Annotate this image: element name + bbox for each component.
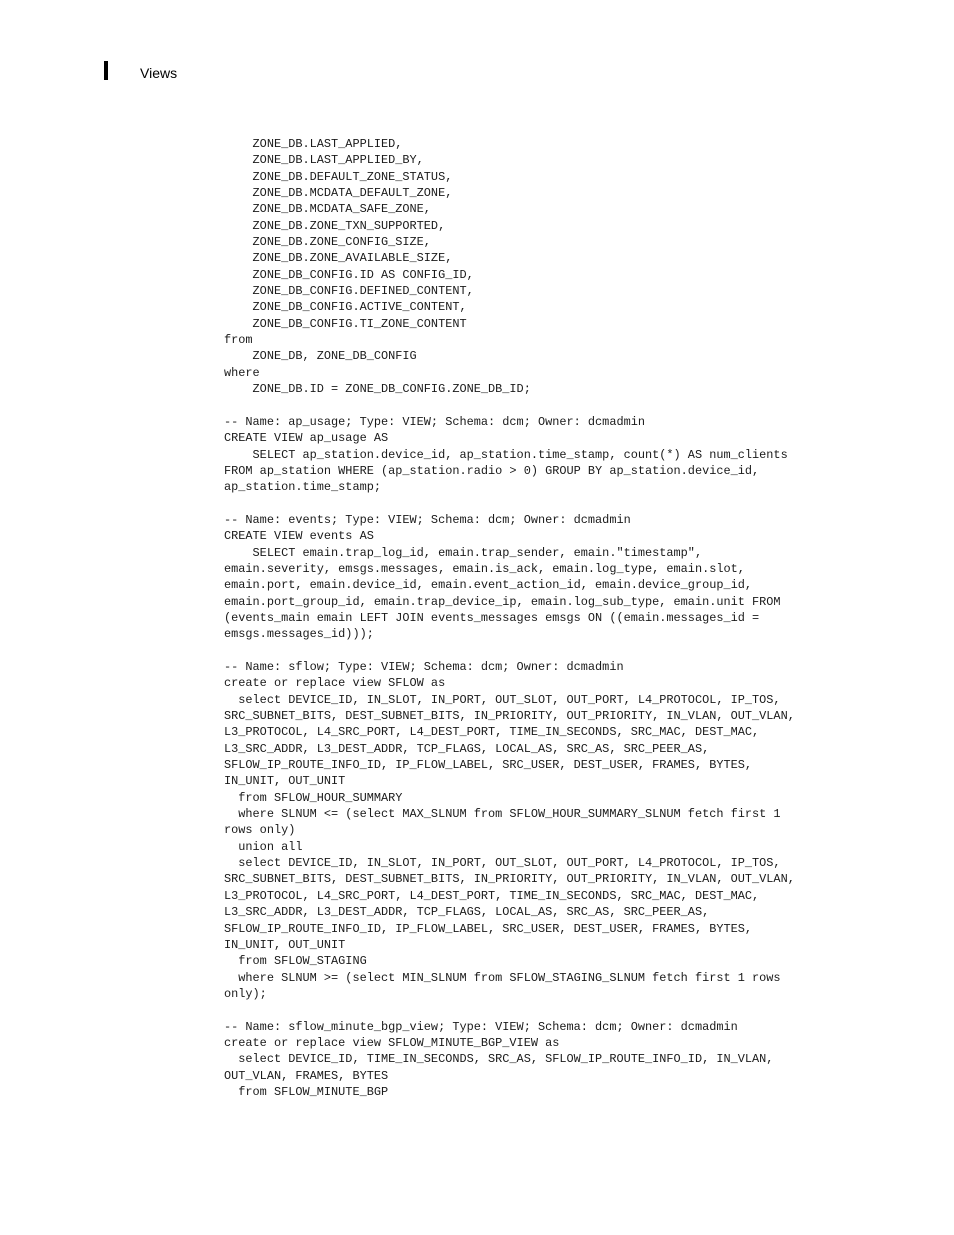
code-line: SELECT ap_station.device_id, ap_station.time_stamp, count(*) AS num_clients [224, 447, 788, 462]
code-line: create or replace view SFLOW_MINUTE_BGP_VIEW as [224, 1035, 560, 1050]
code-line: from SFLOW_HOUR_SUMMARY [224, 790, 403, 805]
section-title: Views [140, 65, 178, 81]
code-line: emain.port, emain.device_id, emain.event_action_id, emain.device_group_id, [224, 578, 753, 593]
code-line: (events_main emain LEFT JOIN events_messages emsgs ON ((emain.messages_id = [224, 610, 760, 625]
code-line: where [224, 365, 260, 380]
code-line: L3_PROTOCOL, L4_SRC_PORT, L4_DEST_PORT, TIME_IN_SECONDS, SRC_MAC, DEST_MAC, [224, 888, 760, 903]
code-line: FROM ap_station WHERE (ap_station.radio > 0) GROUP BY ap_station.device_id, [224, 463, 760, 478]
code-line [224, 1002, 795, 1018]
code-line: L3_PROTOCOL, L4_SRC_PORT, L4_DEST_PORT, TIME_IN_SECONDS, SRC_MAC, DEST_MAC, [224, 725, 760, 740]
code-line: where SLNUM >= (select MIN_SLNUM from SFLOW_STAGING_SLNUM fetch first 1 rows [224, 970, 781, 985]
code-line: create or replace view SFLOW as [224, 676, 446, 691]
code-line: IN_UNIT, OUT_UNIT [224, 937, 346, 952]
code-line: union all [224, 839, 303, 854]
code-line: -- Name: sflow_minute_bgp_view; Type: VIEW; Schema: dcm; Owner: dcmadmin [224, 1019, 738, 1034]
code-line: SRC_SUBNET_BITS, DEST_SUBNET_BITS, IN_PRIORITY, OUT_PRIORITY, IN_VLAN, OUT_VLAN, [224, 709, 795, 724]
code-line: -- Name: events; Type: VIEW; Schema: dcm; Owner: dcmadmin [224, 512, 631, 527]
code-line: ZONE_DB_CONFIG.TI_ZONE_CONTENT [224, 316, 467, 331]
code-line [224, 643, 795, 659]
code-line: ZONE_DB.LAST_APPLIED, [224, 137, 403, 151]
code-line: emsgs.messages_id))); [224, 627, 374, 642]
code-line: emain.port_group_id, emain.trap_device_ip, emain.log_sub_type, emain.unit FROM [224, 594, 781, 609]
code-line: ZONE_DB, ZONE_DB_CONFIG [224, 349, 417, 364]
code-line: ZONE_DB.ZONE_CONFIG_SIZE, [224, 235, 431, 250]
code-line: select DEVICE_ID, TIME_IN_SECONDS, SRC_AS, SFLOW_IP_ROUTE_INFO_ID, IN_VLAN, [224, 1052, 774, 1067]
code-line: SRC_SUBNET_BITS, DEST_SUBNET_BITS, IN_PRIORITY, OUT_PRIORITY, IN_VLAN, OUT_VLAN, [224, 872, 795, 887]
code-line [224, 496, 795, 512]
code-line: ZONE_DB_CONFIG.ACTIVE_CONTENT, [224, 300, 467, 315]
code-line: OUT_VLAN, FRAMES, BYTES [224, 1068, 389, 1083]
code-line: IN_UNIT, OUT_UNIT [224, 774, 346, 789]
code-line: ZONE_DB.LAST_APPLIED_BY, [224, 153, 424, 168]
code-line: from [224, 333, 253, 348]
code-line: select DEVICE_ID, IN_SLOT, IN_PORT, OUT_SLOT, OUT_PORT, L4_PROTOCOL, IP_TOS, [224, 856, 781, 871]
sql-code-listing [224, 136, 795, 1100]
code-line: select DEVICE_ID, IN_SLOT, IN_PORT, OUT_SLOT, OUT_PORT, L4_PROTOCOL, IP_TOS, [224, 692, 781, 707]
code-line: from SFLOW_MINUTE_BGP [224, 1084, 389, 1099]
code-line: -- Name: ap_usage; Type: VIEW; Schema: dcm; Owner: dcmadmin [224, 414, 645, 429]
code-line: ap_station.time_stamp; [224, 480, 381, 495]
code-line: ZONE_DB.MCDATA_DEFAULT_ZONE, [224, 186, 453, 201]
code-line [224, 398, 795, 414]
header-rule-bar [104, 61, 108, 80]
code-line: SFLOW_IP_ROUTE_INFO_ID, IP_FLOW_LABEL, SRC_USER, DEST_USER, FRAMES, BYTES, [224, 921, 753, 936]
code-line: emain.severity, emsgs.messages, emain.is_ack, emain.log_type, emain.slot, [224, 561, 745, 576]
code-line: where SLNUM <= (select MAX_SLNUM from SFLOW_HOUR_SUMMARY_SLNUM fetch first 1 [224, 807, 781, 822]
code-line: CREATE VIEW ap_usage AS [224, 431, 389, 446]
code-line: only); [224, 986, 267, 1001]
code-line: SELECT emain.trap_log_id, emain.trap_sender, emain."timestamp", [224, 545, 703, 560]
code-line: ZONE_DB.DEFAULT_ZONE_STATUS, [224, 169, 453, 184]
code-line: ZONE_DB.MCDATA_SAFE_ZONE, [224, 202, 431, 217]
code-line: ZONE_DB_CONFIG.DEFINED_CONTENT, [224, 284, 474, 299]
code-line: -- Name: sflow; Type: VIEW; Schema: dcm; Owner: dcmadmin [224, 660, 624, 674]
code-line: SFLOW_IP_ROUTE_INFO_ID, IP_FLOW_LABEL, SRC_USER, DEST_USER, FRAMES, BYTES, [224, 758, 753, 773]
code-line: ZONE_DB.ZONE_AVAILABLE_SIZE, [224, 251, 453, 266]
code-line: rows only) [224, 823, 296, 838]
code-line: ZONE_DB.ZONE_TXN_SUPPORTED, [224, 218, 446, 233]
code-line: from SFLOW_STAGING [224, 954, 367, 969]
code-line: CREATE VIEW events AS [224, 529, 374, 544]
code-line: ZONE_DB_CONFIG.ID AS CONFIG_ID, [224, 267, 474, 282]
code-line: L3_SRC_ADDR, L3_DEST_ADDR, TCP_FLAGS, LOCAL_AS, SRC_AS, SRC_PEER_AS, [224, 905, 710, 920]
code-line: L3_SRC_ADDR, L3_DEST_ADDR, TCP_FLAGS, LOCAL_AS, SRC_AS, SRC_PEER_AS, [224, 741, 710, 756]
code-line: ZONE_DB.ID = ZONE_DB_CONFIG.ZONE_DB_ID; [224, 382, 531, 397]
